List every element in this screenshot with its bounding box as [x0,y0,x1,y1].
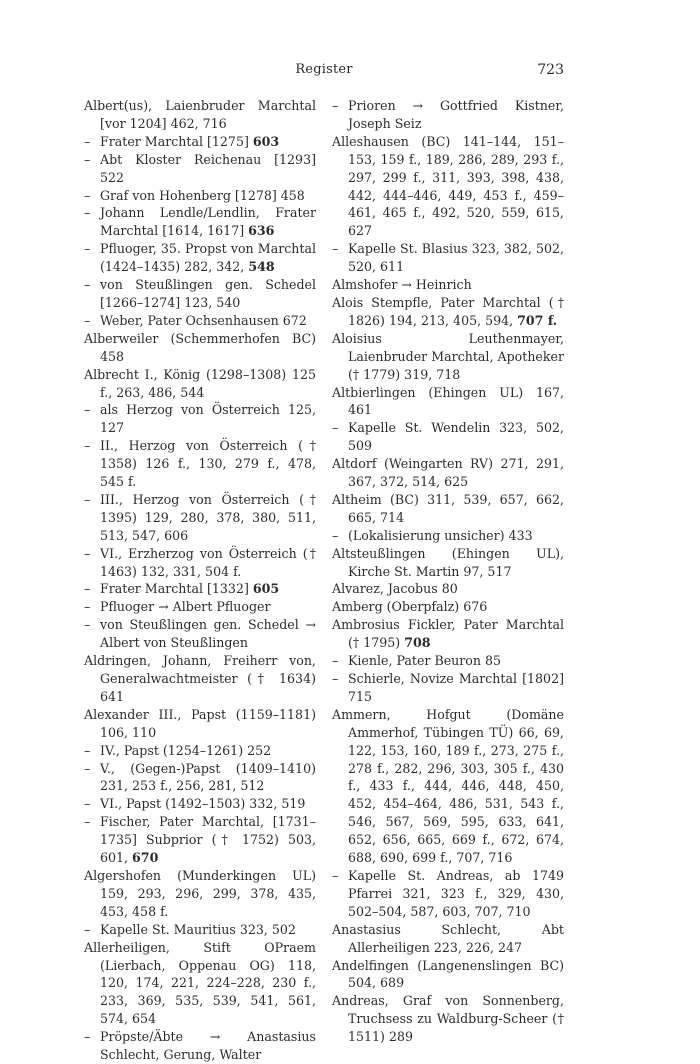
index-entry [332,294,564,330]
index-entry [332,598,564,616]
entry-text: Aloisius Leuthenmayer, Laienbruder Marchtal, Apotheker († 1779) 319, 718 [332,330,564,382]
index-subentry [84,187,316,205]
bold-page-ref: 707 f. [517,312,558,328]
index-subentry [332,867,564,921]
index-subentry [84,312,316,330]
entry-text: Algershofen (Munderkingen UL) 159, 293, 296, 299, 378, 435, 453, 458 f. [84,867,316,919]
entry-text: Andreas, Graf von Sonnenberg, Truchsess zu Waldburg-Scheer († 1511) 289 [332,993,564,1045]
subentry-dash: – [84,742,91,758]
subentry-dash: – [84,760,91,776]
index-entry [332,384,564,420]
index-entry [84,867,316,921]
subentry-dash: – [84,581,91,597]
entry-text: Altsteußlingen (Ehingen UL), Kirche St. Martin 97, 517 [332,545,564,579]
subentry-dash: – [84,599,91,615]
subentry-dash: – [84,491,91,507]
bold-page-ref: 548 [248,259,275,275]
entry-text: Prioren → Gottfried Kistner, Joseph Seiz [348,98,564,131]
entry-text: Kapelle St. Mauritius 323, 502 [100,921,296,937]
entry-text: von Steußlingen gen. Schedel [1266–1274] 123, 540 [100,277,316,310]
subentry-dash: – [84,1029,91,1045]
bold-page-ref: 636 [248,223,275,239]
entry-text: (Lokalisierung unsicher) 433 [348,527,533,543]
bold-page-ref: 708 [404,635,431,651]
index-subentry [332,97,564,133]
entry-text: Kapelle St. Blasius 323, 382, 502, 520, 611 [348,241,564,275]
index-entry [332,921,564,957]
subentry-dash: – [332,420,339,436]
subentry-dash: – [84,545,91,561]
index-subentry [84,921,316,939]
index-entry [84,652,316,706]
subentry-dash: – [84,438,91,454]
subentry-dash: – [84,921,91,937]
entry-text: Alberweiler (Schemmerhofen BC) 458 [84,330,316,364]
index-subentry [84,813,316,867]
index-entry [84,97,316,133]
subentry-dash: – [84,277,91,293]
entry-text: Ammern, Hofgut (Domäne Ammerhof, Tübingen TÜ) 66, 69, 122, 153, 160, 189 f., 273, 275 f., 278 f., 282, 296, 303, 305 f., 430 f., 433 f., 444, 446, 448, 450, 452, 454–464, 486, 531, 543 f., 546, 567, 569, 595, 633, 641, 652, 656, 665, 669 f., 672, 674, 688, 690, 699 f., 707, 716 [332,706,564,866]
subentry-dash: – [84,187,91,203]
index-entry [84,330,316,366]
subentry-dash: – [84,151,91,167]
index-subentry [84,760,316,796]
entry-text: als Herzog von Österreich 125, 127 [100,402,316,436]
subentry-dash: – [84,312,91,328]
index-entry [332,491,564,527]
index-entry [332,330,564,384]
index-entry [332,957,564,993]
bold-page-ref: 603 [252,133,280,149]
bold-page-ref: 670 [132,850,159,866]
entry-text: Kapelle St. Andreas, ab 1749 Pfarrei 321, 323 f., 329, 430, 502–504, 587, 603, 707, 710 [348,867,564,919]
index-column-right [332,97,564,1046]
index-subentry [332,670,564,706]
index-subentry [84,401,316,437]
index-subentry [84,204,316,240]
entry-text: III., Herzog von Österreich († 1395) 129, 280, 378, 380, 511, 513, 547, 606 [100,491,316,543]
index-entry [332,133,564,240]
entry-text: II., Herzog von Österreich († 1358) 126 f., 130, 279 f., 478, 545 f. [100,438,316,490]
entry-text: Allerheiligen, Stift OPraem (Lierbach, Oppenau OG) 118, 120, 174, 221, 224–228, 230 f., 233, 369, 535, 539, 541, 561, 574, 654 [84,939,316,1027]
entry-text: Anastasius Schlecht, Abt Allerheiligen 223, 226, 247 [332,921,564,955]
entry-text: VI., Papst (1492–1503) 332, 519 [100,796,306,812]
index-subentry [84,616,316,652]
index-subentry [84,1028,316,1064]
entry-text: Altdorf (Weingarten RV) 271, 291, 367, 372, 514, 625 [332,456,564,490]
entry-text: V., (Gegen-)Papst (1409–1410) 231, 253 f., 256, 281, 512 [100,760,316,794]
entry-text: Johann Lendle/Lendlin, Frater Marchtal [1614, 1617] [100,205,316,239]
entry-text: Schierle, Novize Marchtal [1802] 715 [348,671,564,704]
index-entry [84,366,316,402]
subentry-dash: – [84,205,91,221]
entry-text: Weber, Pater Ochsenhausen 672 [100,312,307,328]
subentry-dash: – [84,617,91,633]
index-subentry [332,652,564,670]
entry-text: Kienle, Pater Beuron 85 [348,653,502,669]
index-subentry [84,491,316,545]
entry-text: Ambrosius Fickler, Pater Marchtal († 1795) [332,617,564,651]
index-column-left [84,97,316,1064]
entry-text: Amberg (Oberpfalz) 676 [332,599,488,615]
subentry-dash: – [332,867,339,883]
entry-text: Fischer, Pater Marchtal, [1731–1735] Subprior († 1752) 503, 601, [100,814,316,866]
entry-text: Aldringen, Johann, Freiherr von, Generalwachtmeister († 1634) 641 [84,653,316,704]
entry-text: Graf von Hohenberg [1278] 458 [100,187,305,203]
index-subentry [84,133,316,151]
entry-text: IV., Papst (1254–1261) 252 [100,742,272,758]
index-subentry [332,419,564,455]
index-subentry [84,545,316,581]
subentry-dash: – [84,796,91,812]
subentry-dash: – [332,653,339,669]
entry-text: Pfluoger → Albert Pfluoger [100,599,271,615]
entry-text: VI., Erzherzog von Österreich († 1463) 132, 331, 504 f. [100,545,316,579]
subentry-dash: – [332,98,339,113]
bold-page-ref: 605 [252,581,280,597]
entry-text: Altbierlingen (Ehingen UL) 167, 461 [332,384,564,418]
index-subentry [84,580,316,598]
running-head: Register [295,62,353,77]
entry-text: Albert(us), Laienbruder Marchtal [vor 1204] 462, 716 [84,98,316,131]
index-subentry [84,742,316,760]
index-entry [332,545,564,581]
entry-text: Alvarez, Jacobus 80 [332,581,458,597]
index-subentry [332,527,564,545]
entry-text: Abt Kloster Reichenau [1293] 522 [100,151,316,185]
index-entry [84,706,316,742]
entry-text: von Steußlingen gen. Schedel → Albert von Steußlingen [100,617,316,651]
index-entry [84,939,316,1029]
index-subentry [84,795,316,813]
entry-text: Andelfingen (Langenenslingen BC) 504, 689 [332,957,564,991]
entry-text: Altheim (BC) 311, 539, 657, 662, 665, 714 [332,491,564,525]
entry-text: Pfluoger, 35. Propst von Marchtal (1424–1435) 282, 342, [100,241,316,275]
page-header [84,62,564,82]
page-number: 723 [537,62,564,78]
entry-text: Kapelle St. Wendelin 323, 502, 509 [348,420,564,454]
index-subentry [84,598,316,616]
subentry-dash: – [332,527,339,543]
index-subentry [84,276,316,312]
entry-text: Frater Marchtal [1332] [100,581,253,597]
subentry-dash: – [84,814,91,830]
entry-text: Albrecht I., König (1298–1308) 125 f., 263, 486, 544 [84,366,316,400]
index-entry [332,706,564,867]
index-entry [332,276,564,294]
subentry-dash: – [84,241,91,257]
subentry-dash: – [84,133,91,149]
entry-text: Frater Marchtal [1275] [100,133,253,149]
entry-text: Pröpste/Äbte → Anastasius Schlecht, Gerung, Walter [100,1029,316,1063]
index-subentry [84,151,316,187]
index-entry [332,992,564,1046]
entry-text: Almshofer → Heinrich [332,277,472,293]
entry-text: Alleshausen (BC) 141–144, 151–153, 159 f., 189, 286, 289, 293 f., 297, 299 f., 311, 393, 398, 438, 442, 444–446, 449, 453 f., 459–461, 465 f., 492, 520, 559, 615, 627 [332,133,564,239]
index-entry [332,455,564,491]
subentry-dash: – [332,241,339,257]
index-entry [332,580,564,598]
entry-text: Alois Stempfle, Pater Marchtal († 1826) 194, 213, 405, 594, [332,294,564,328]
entry-text: Alexander III., Papst (1159–1181) 106, 110 [84,706,316,740]
subentry-dash: – [84,402,91,418]
index-subentry [84,437,316,491]
subentry-dash: – [332,671,339,686]
index-entry [332,616,564,652]
index-subentry [332,240,564,276]
index-subentry [84,240,316,276]
